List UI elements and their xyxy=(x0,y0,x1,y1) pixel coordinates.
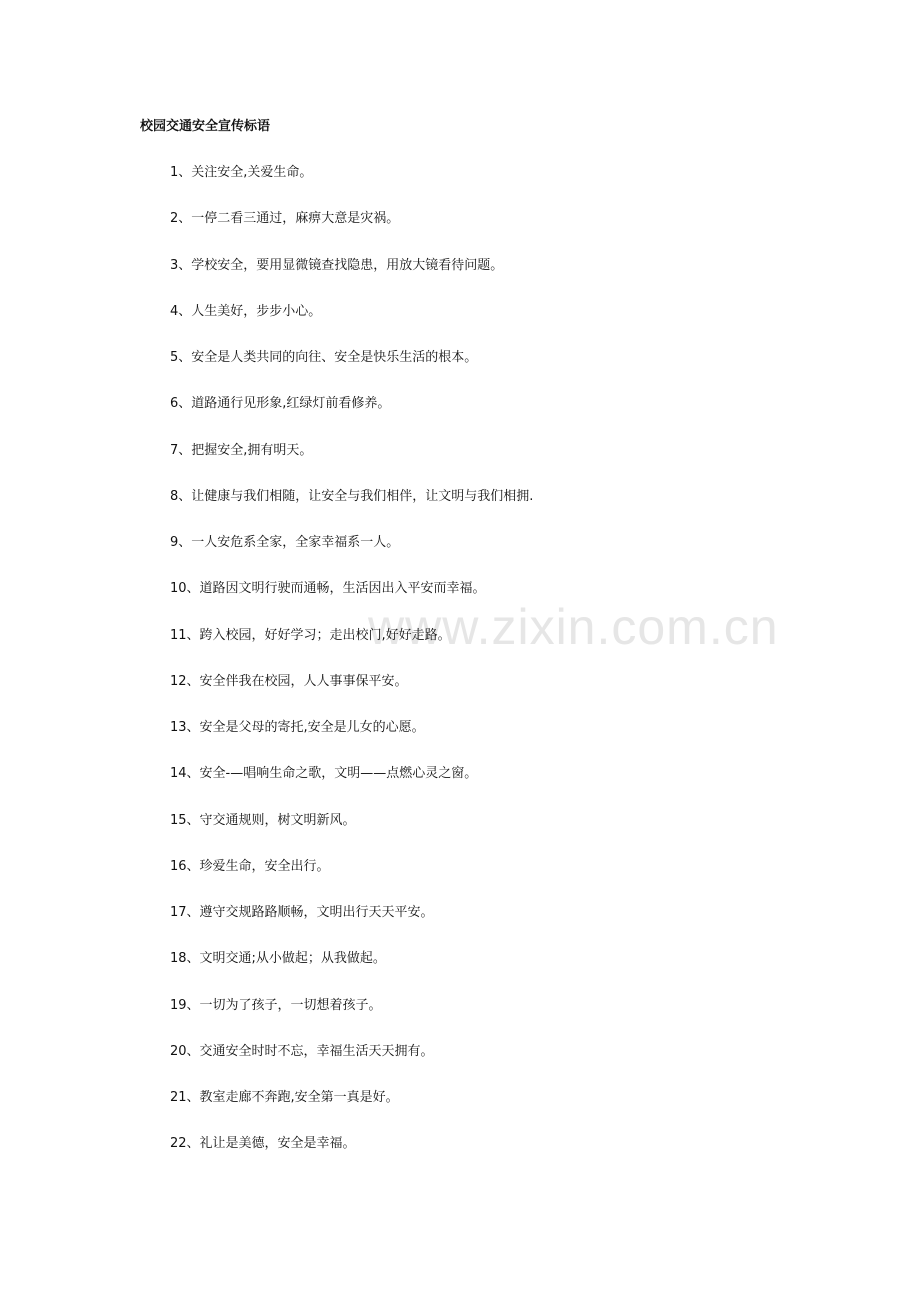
slogan-item: 18、文明交通;从小做起；从我做起。 xyxy=(170,951,386,967)
slogan-item: 16、珍爱生命，安全出行。 xyxy=(170,858,330,874)
slogan-list xyxy=(170,164,533,1182)
slogan-item: 13、安全是父母的寄托,安全是儿女的心愿。 xyxy=(170,720,425,735)
slogan-item: 4、人生美好，步步小心。 xyxy=(170,303,322,319)
slogan-item: 2、一停二看三通过，麻痹大意是灾祸。 xyxy=(170,211,400,227)
slogan-item: 1、关注安全,关爱生命。 xyxy=(170,165,313,180)
slogan-item: 14、安全-—唱响生命之歌，文明——点燃心灵之窗。 xyxy=(170,766,478,782)
slogan-item: 7、把握安全,拥有明天。 xyxy=(170,442,313,458)
slogan-item: 9、一人安危系全家，全家幸福系一人。 xyxy=(170,535,400,550)
slogan-item: 3、学校安全，要用显微镜查找隐患，用放大镜看待问题。 xyxy=(170,257,504,273)
slogan-item: 22、礼让是美德，安全是幸福。 xyxy=(170,1136,356,1152)
slogan-item: 8、让健康与我们相随，让安全与我们相伴，让文明与我们相拥. xyxy=(170,488,534,504)
slogan-item: 20、交通安全时时不忘，幸福生活天天拥有。 xyxy=(170,1043,434,1059)
slogan-item: 10、道路因文明行驶而通畅，生活因出入平安而幸福。 xyxy=(170,581,486,597)
slogan-item: 15、守交通规则，树文明新风。 xyxy=(170,812,356,828)
slogan-item: 21、教室走廊不奔跑,安全第一真是好。 xyxy=(170,1090,399,1105)
slogan-item: 5、安全是人类共同的向往、安全是快乐生活的根本。 xyxy=(170,350,478,365)
watermark: www.zixin.com.cn xyxy=(368,599,779,655)
slogan-item: 12、安全伴我在校园，人人事事保平安。 xyxy=(170,673,408,689)
slogan-item: 17、遵守交规路路顺畅，文明出行天天平安。 xyxy=(170,905,434,920)
slogan-item: 6、道路通行见形象,红绿灯前看修养。 xyxy=(170,396,391,412)
slogan-item: 11、跨入校园，好好学习；走出校门,好好走路。 xyxy=(170,627,451,643)
slogan-item: 19、一切为了孩子，一切想着孩子。 xyxy=(170,997,382,1013)
document-title: 校园交通安全宣传标语 xyxy=(140,119,271,134)
